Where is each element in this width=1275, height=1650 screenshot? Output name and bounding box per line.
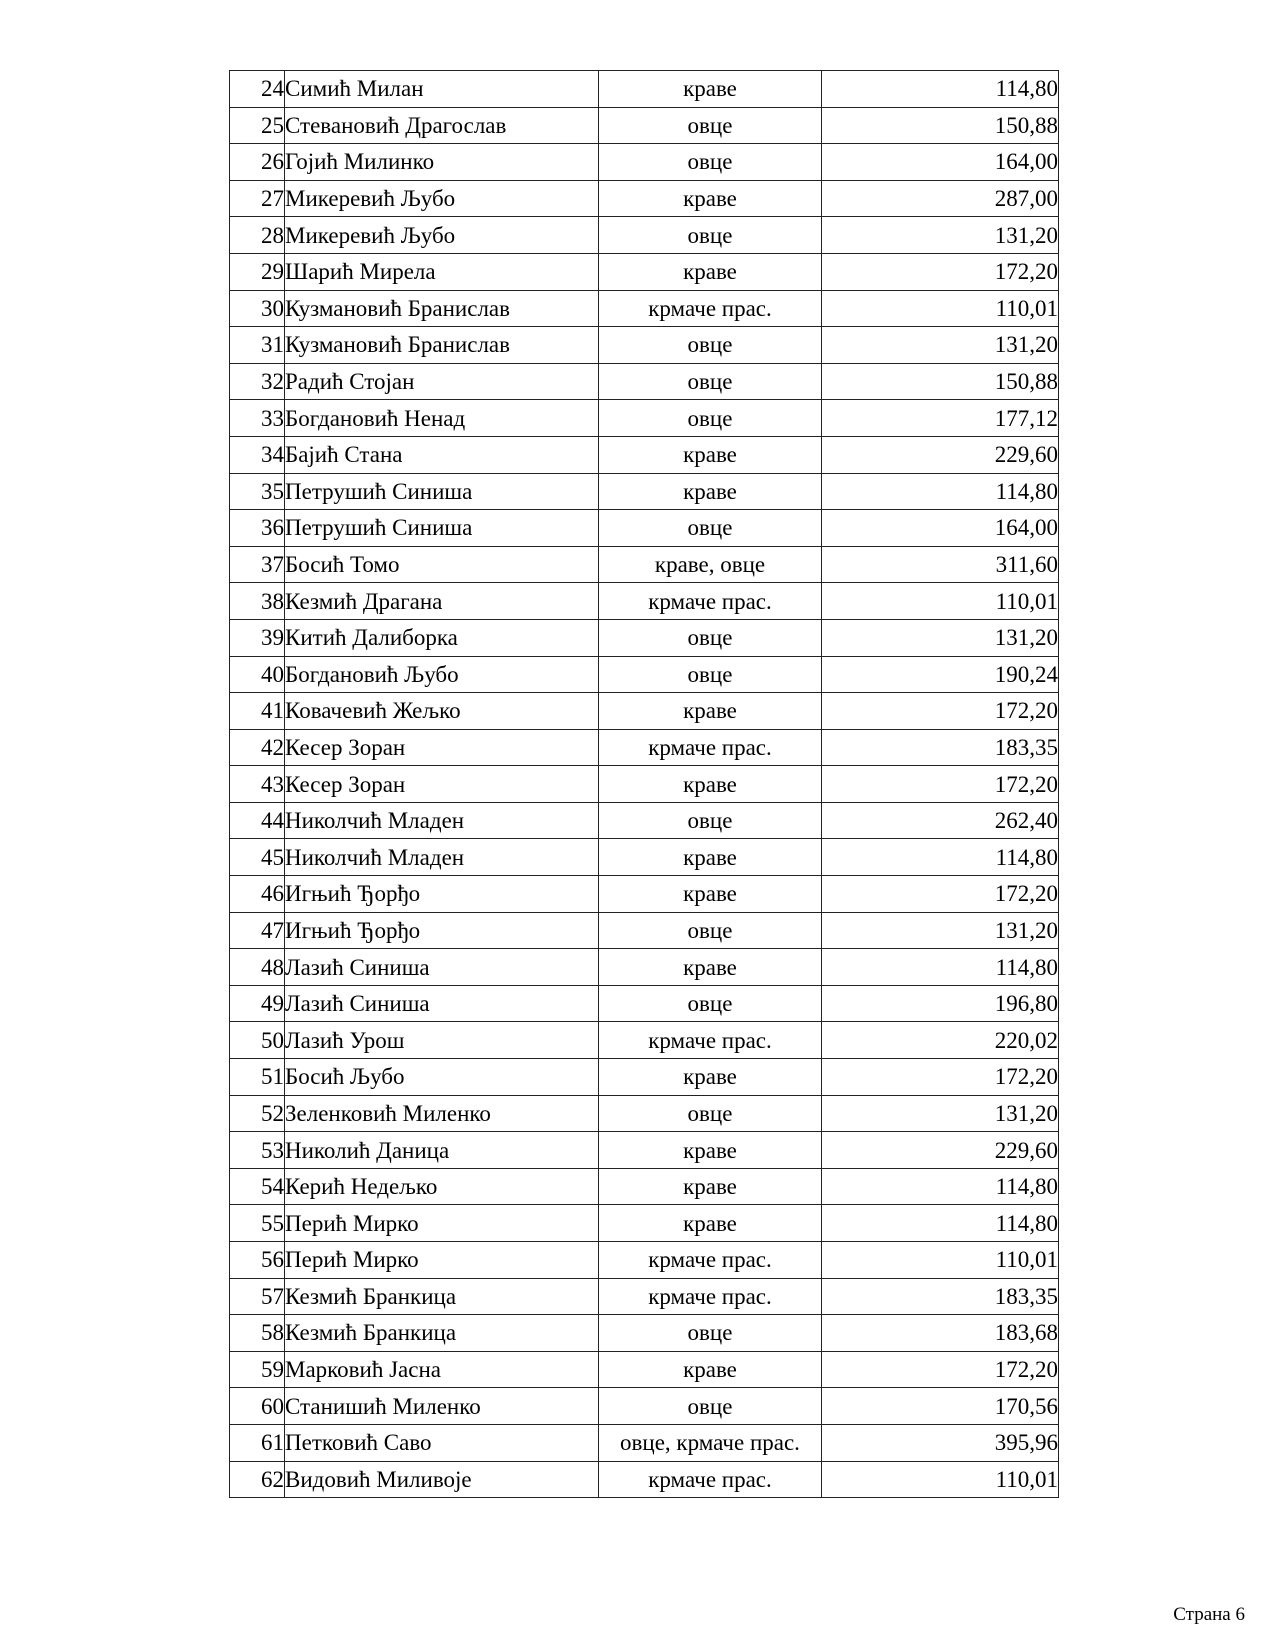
row-number-cell: 33 xyxy=(230,400,285,437)
farmer-name-cell: Петрушић Синиша xyxy=(285,473,599,510)
amount-cell: 131,20 xyxy=(822,912,1059,949)
livestock-type-cell: овце xyxy=(599,912,822,949)
farmer-name-cell: Китић Далиборка xyxy=(285,619,599,656)
livestock-type-cell: крмаче прас. xyxy=(599,1242,822,1279)
livestock-type-cell: краве xyxy=(599,1132,822,1169)
row-number-cell: 27 xyxy=(230,180,285,217)
table-row xyxy=(230,839,1059,876)
livestock-type-cell: краве xyxy=(599,180,822,217)
amount-cell: 114,80 xyxy=(822,473,1059,510)
row-number-cell: 53 xyxy=(230,1132,285,1169)
farmer-name-cell: Гојић Милинко xyxy=(285,144,599,181)
amount-cell: 114,80 xyxy=(822,1205,1059,1242)
table-row xyxy=(230,1315,1059,1352)
table-row xyxy=(230,985,1059,1022)
amount-cell: 311,60 xyxy=(822,546,1059,583)
row-number-cell: 39 xyxy=(230,619,285,656)
row-number-cell: 51 xyxy=(230,1059,285,1096)
livestock-type-cell: овце xyxy=(599,510,822,547)
row-number-cell: 24 xyxy=(230,71,285,108)
farmer-name-cell: Лазић Урош xyxy=(285,1022,599,1059)
livestock-type-cell: овце xyxy=(599,217,822,254)
table-row xyxy=(230,1132,1059,1169)
table-row xyxy=(230,1388,1059,1425)
row-number-cell: 45 xyxy=(230,839,285,876)
row-number-cell: 55 xyxy=(230,1205,285,1242)
farmer-name-cell: Микеревић Љубо xyxy=(285,180,599,217)
table-row xyxy=(230,71,1059,108)
row-number-cell: 34 xyxy=(230,436,285,473)
row-number-cell: 46 xyxy=(230,876,285,913)
livestock-type-cell: крмаче прас. xyxy=(599,290,822,327)
table-row xyxy=(230,1205,1059,1242)
row-number-cell: 43 xyxy=(230,766,285,803)
livestock-type-cell: краве xyxy=(599,1351,822,1388)
livestock-type-cell: краве xyxy=(599,253,822,290)
table-row xyxy=(230,400,1059,437)
row-number-cell: 47 xyxy=(230,912,285,949)
amount-cell: 229,60 xyxy=(822,436,1059,473)
table-row xyxy=(230,693,1059,730)
row-number-cell: 36 xyxy=(230,510,285,547)
farmer-name-cell: Лазић Синиша xyxy=(285,985,599,1022)
table-row xyxy=(230,436,1059,473)
livestock-type-cell: овце xyxy=(599,1315,822,1352)
livestock-type-cell: крмаче прас. xyxy=(599,583,822,620)
farmer-name-cell: Богдановић Љубо xyxy=(285,656,599,693)
farmer-name-cell: Зеленковић Миленко xyxy=(285,1095,599,1132)
livestock-type-cell: овце xyxy=(599,1095,822,1132)
livestock-type-cell: краве xyxy=(599,436,822,473)
table-row xyxy=(230,363,1059,400)
row-number-cell: 50 xyxy=(230,1022,285,1059)
page-number: Страна 6 xyxy=(1173,1604,1245,1625)
farmer-name-cell: Босић Томо xyxy=(285,546,599,583)
livestock-type-cell: овце xyxy=(599,144,822,181)
farmer-name-cell: Станишић Миленко xyxy=(285,1388,599,1425)
amount-cell: 150,88 xyxy=(822,107,1059,144)
row-number-cell: 61 xyxy=(230,1424,285,1461)
farmer-name-cell: Кузмановић Бранислав xyxy=(285,290,599,327)
row-number-cell: 37 xyxy=(230,546,285,583)
row-number-cell: 58 xyxy=(230,1315,285,1352)
amount-cell: 114,80 xyxy=(822,71,1059,108)
farmer-name-cell: Кезмић Бранкица xyxy=(285,1315,599,1352)
row-number-cell: 40 xyxy=(230,656,285,693)
payments-table xyxy=(229,70,1059,1498)
amount-cell: 229,60 xyxy=(822,1132,1059,1169)
farmer-name-cell: Лазић Синиша xyxy=(285,949,599,986)
livestock-type-cell: краве xyxy=(599,1168,822,1205)
livestock-type-cell: краве xyxy=(599,949,822,986)
table-row xyxy=(230,619,1059,656)
amount-cell: 131,20 xyxy=(822,1095,1059,1132)
table-row xyxy=(230,1022,1059,1059)
livestock-type-cell: краве xyxy=(599,693,822,730)
amount-cell: 196,80 xyxy=(822,985,1059,1022)
table-row xyxy=(230,1424,1059,1461)
amount-cell: 170,56 xyxy=(822,1388,1059,1425)
livestock-type-cell: краве xyxy=(599,839,822,876)
amount-cell: 183,35 xyxy=(822,729,1059,766)
table-row xyxy=(230,473,1059,510)
amount-cell: 172,20 xyxy=(822,693,1059,730)
amount-cell: 287,00 xyxy=(822,180,1059,217)
row-number-cell: 57 xyxy=(230,1278,285,1315)
table-row xyxy=(230,656,1059,693)
row-number-cell: 52 xyxy=(230,1095,285,1132)
farmer-name-cell: Игњић Ђорђо xyxy=(285,912,599,949)
table-row xyxy=(230,1168,1059,1205)
amount-cell: 190,24 xyxy=(822,656,1059,693)
amount-cell: 150,88 xyxy=(822,363,1059,400)
livestock-type-cell: краве, овце xyxy=(599,546,822,583)
row-number-cell: 32 xyxy=(230,363,285,400)
row-number-cell: 30 xyxy=(230,290,285,327)
amount-cell: 262,40 xyxy=(822,802,1059,839)
livestock-type-cell: овце xyxy=(599,363,822,400)
farmer-name-cell: Петковић Саво xyxy=(285,1424,599,1461)
table-row xyxy=(230,1351,1059,1388)
farmer-name-cell: Игњић Ђорђо xyxy=(285,876,599,913)
livestock-type-cell: крмаче прас. xyxy=(599,729,822,766)
amount-cell: 114,80 xyxy=(822,1168,1059,1205)
row-number-cell: 44 xyxy=(230,802,285,839)
table-row xyxy=(230,729,1059,766)
farmer-name-cell: Николчић Младен xyxy=(285,839,599,876)
table-row xyxy=(230,144,1059,181)
table-row xyxy=(230,1095,1059,1132)
table-row xyxy=(230,1278,1059,1315)
row-number-cell: 62 xyxy=(230,1461,285,1498)
amount-cell: 131,20 xyxy=(822,619,1059,656)
amount-cell: 183,68 xyxy=(822,1315,1059,1352)
amount-cell: 110,01 xyxy=(822,583,1059,620)
amount-cell: 220,02 xyxy=(822,1022,1059,1059)
farmer-name-cell: Стевановић Драгослав xyxy=(285,107,599,144)
table-row xyxy=(230,546,1059,583)
row-number-cell: 42 xyxy=(230,729,285,766)
farmer-name-cell: Симић Милан xyxy=(285,71,599,108)
row-number-cell: 54 xyxy=(230,1168,285,1205)
amount-cell: 172,20 xyxy=(822,1351,1059,1388)
row-number-cell: 41 xyxy=(230,693,285,730)
livestock-type-cell: краве xyxy=(599,1205,822,1242)
table-row xyxy=(230,1059,1059,1096)
amount-cell: 114,80 xyxy=(822,949,1059,986)
table-row xyxy=(230,766,1059,803)
livestock-type-cell: крмаче прас. xyxy=(599,1461,822,1498)
livestock-type-cell: крмаче прас. xyxy=(599,1022,822,1059)
table-row xyxy=(230,253,1059,290)
livestock-type-cell: овце xyxy=(599,1388,822,1425)
amount-cell: 395,96 xyxy=(822,1424,1059,1461)
livestock-type-cell: краве xyxy=(599,473,822,510)
row-number-cell: 60 xyxy=(230,1388,285,1425)
livestock-type-cell: краве xyxy=(599,71,822,108)
row-number-cell: 56 xyxy=(230,1242,285,1279)
row-number-cell: 35 xyxy=(230,473,285,510)
farmer-name-cell: Бајић Стана xyxy=(285,436,599,473)
row-number-cell: 31 xyxy=(230,327,285,364)
amount-cell: 172,20 xyxy=(822,766,1059,803)
farmer-name-cell: Кезмић Драгана xyxy=(285,583,599,620)
amount-cell: 131,20 xyxy=(822,327,1059,364)
amount-cell: 183,35 xyxy=(822,1278,1059,1315)
livestock-type-cell: краве xyxy=(599,766,822,803)
livestock-type-cell: овце xyxy=(599,985,822,1022)
table-row xyxy=(230,290,1059,327)
livestock-type-cell: овце xyxy=(599,327,822,364)
amount-cell: 164,00 xyxy=(822,144,1059,181)
farmer-name-cell: Шарић Мирела xyxy=(285,253,599,290)
livestock-type-cell: краве xyxy=(599,876,822,913)
farmer-name-cell: Радић Стојан xyxy=(285,363,599,400)
amount-cell: 114,80 xyxy=(822,839,1059,876)
table-row xyxy=(230,583,1059,620)
farmer-name-cell: Николчић Младен xyxy=(285,802,599,839)
table-body xyxy=(230,71,1059,1498)
farmer-name-cell: Керић Недељко xyxy=(285,1168,599,1205)
table-row xyxy=(230,876,1059,913)
farmer-name-cell: Микеревић Љубо xyxy=(285,217,599,254)
amount-cell: 164,00 xyxy=(822,510,1059,547)
row-number-cell: 48 xyxy=(230,949,285,986)
farmer-name-cell: Николић Даница xyxy=(285,1132,599,1169)
amount-cell: 172,20 xyxy=(822,876,1059,913)
livestock-type-cell: краве xyxy=(599,1059,822,1096)
livestock-type-cell: овце, крмаче прас. xyxy=(599,1424,822,1461)
amount-cell: 172,20 xyxy=(822,1059,1059,1096)
farmer-name-cell: Видовић Миливоје xyxy=(285,1461,599,1498)
table-row xyxy=(230,912,1059,949)
livestock-type-cell: овце xyxy=(599,400,822,437)
table-row xyxy=(230,510,1059,547)
table-row xyxy=(230,180,1059,217)
table-row xyxy=(230,949,1059,986)
table-row xyxy=(230,1461,1059,1498)
livestock-type-cell: овце xyxy=(599,619,822,656)
farmer-name-cell: Кесер Зоран xyxy=(285,729,599,766)
row-number-cell: 49 xyxy=(230,985,285,1022)
farmer-name-cell: Кезмић Бранкица xyxy=(285,1278,599,1315)
farmer-name-cell: Петрушић Синиша xyxy=(285,510,599,547)
table-row xyxy=(230,217,1059,254)
row-number-cell: 26 xyxy=(230,144,285,181)
amount-cell: 110,01 xyxy=(822,1242,1059,1279)
farmer-name-cell: Кузмановић Бранислав xyxy=(285,327,599,364)
livestock-type-cell: крмаче прас. xyxy=(599,1278,822,1315)
amount-cell: 131,20 xyxy=(822,217,1059,254)
farmer-name-cell: Марковић Јасна xyxy=(285,1351,599,1388)
farmer-name-cell: Богдановић Ненад xyxy=(285,400,599,437)
livestock-type-cell: овце xyxy=(599,802,822,839)
row-number-cell: 28 xyxy=(230,217,285,254)
amount-cell: 110,01 xyxy=(822,1461,1059,1498)
row-number-cell: 29 xyxy=(230,253,285,290)
farmer-name-cell: Перић Мирко xyxy=(285,1205,599,1242)
amount-cell: 172,20 xyxy=(822,253,1059,290)
farmer-name-cell: Перић Мирко xyxy=(285,1242,599,1279)
amount-cell: 177,12 xyxy=(822,400,1059,437)
row-number-cell: 59 xyxy=(230,1351,285,1388)
amount-cell: 110,01 xyxy=(822,290,1059,327)
livestock-type-cell: овце xyxy=(599,107,822,144)
farmer-name-cell: Ковачевић Жељко xyxy=(285,693,599,730)
table-row xyxy=(230,1242,1059,1279)
table-row xyxy=(230,327,1059,364)
farmer-name-cell: Кесер Зоран xyxy=(285,766,599,803)
row-number-cell: 38 xyxy=(230,583,285,620)
row-number-cell: 25 xyxy=(230,107,285,144)
farmer-name-cell: Босић Љубо xyxy=(285,1059,599,1096)
table-row xyxy=(230,802,1059,839)
table-row xyxy=(230,107,1059,144)
livestock-type-cell: овце xyxy=(599,656,822,693)
